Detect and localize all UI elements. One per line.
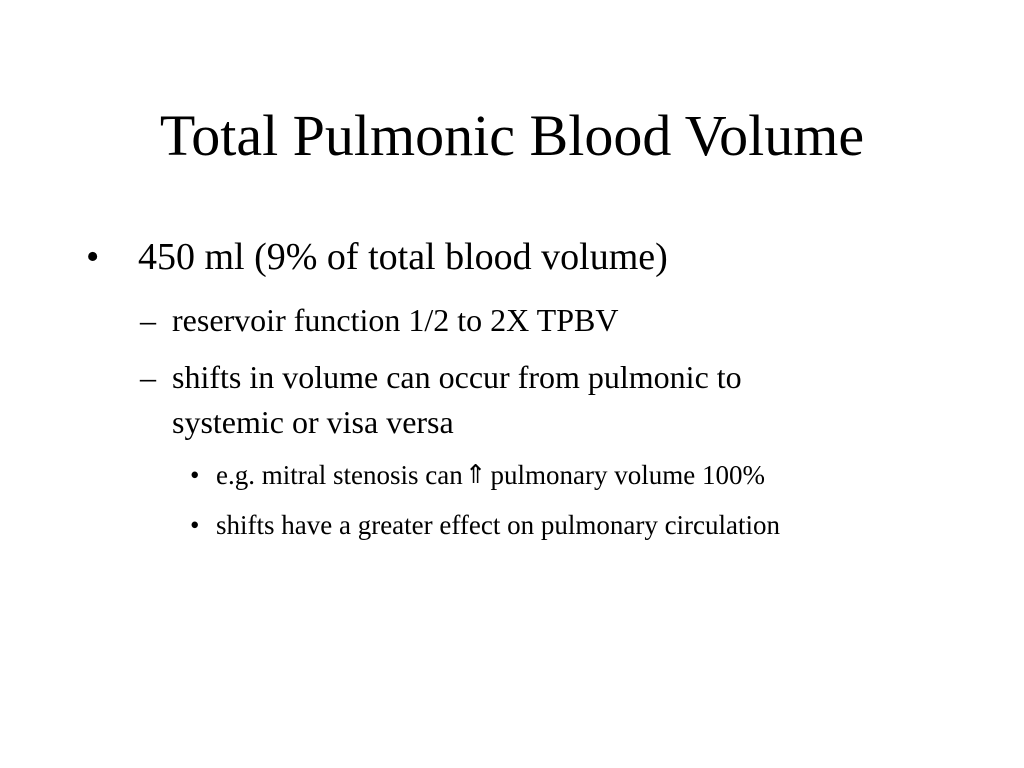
bullet-marker: •: [86, 236, 100, 278]
text-before-arrow: e.g. mitral stenosis can: [216, 460, 463, 490]
sub-bullet-text: shifts in volume can occur from pulmonic to: [172, 359, 742, 395]
sub-sub-bullet-text: [216, 456, 765, 494]
sub-bullet-text: reservoir function 1/2 to 2X TPBV: [172, 302, 619, 338]
double-up-arrow-icon: ⇑: [464, 460, 487, 490]
sub-bullet-text: systemic or visa versa: [172, 404, 454, 440]
bullet-text: 450 ml (9% of total blood volume): [138, 236, 668, 278]
bullet-marker: •: [190, 460, 200, 490]
dash-marker: –: [140, 359, 156, 395]
text-after-arrow: pulmonary volume 100%: [490, 460, 765, 490]
sub-sub-bullet-text: shifts have a greater effect on pulmonary circulation: [216, 510, 781, 540]
dash-marker: –: [140, 302, 156, 338]
slide-title: Total Pulmonic Blood Volume: [159, 103, 865, 168]
bullet-marker: •: [190, 510, 200, 540]
